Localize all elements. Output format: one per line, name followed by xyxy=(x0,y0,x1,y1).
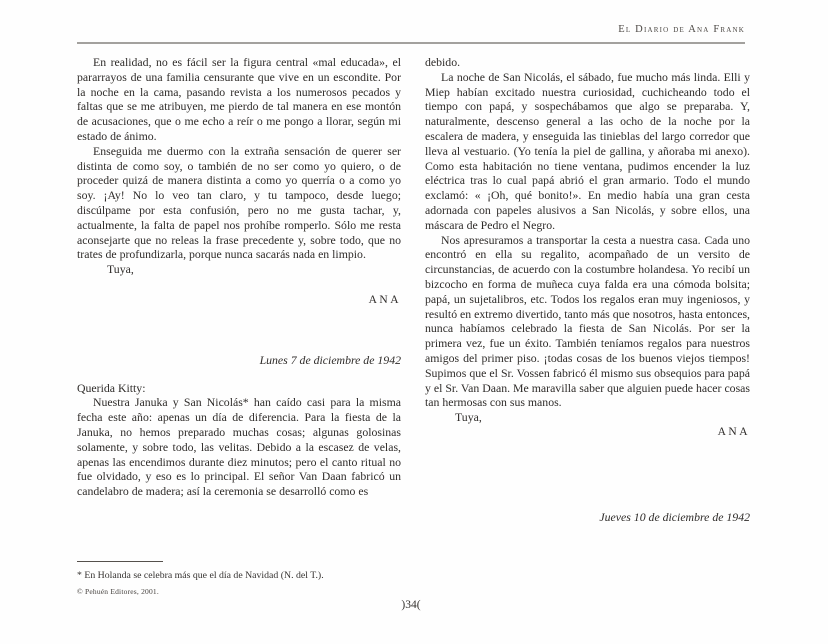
diary-signature: ANA xyxy=(368,293,401,306)
diary-signature: ANA xyxy=(717,425,750,438)
diary-signoff: Tuya, xyxy=(455,410,482,425)
left-column xyxy=(77,55,401,499)
diary-salutation: Querida Kitty: xyxy=(77,380,146,395)
diary-paragraph: Enseguida me duermo con la extraña sensación de querer ser distinta de como soy, o también de no ser como yo quiero, o de proceder quizá de manera distinta a como yo querría o a como yo soy. ¡Ay! No lo veo tan claro, y tu tampoco, desde luego; discúlpame por esta confusión, pero no me gusta tachar, y, actualmente, la falta de papel nos prohíbe romperlo. Sólo me resta aconsejarte que no releas la frase precedente y, sobre todo, que no trates de profundizarla, porque nunca sacarás nada en limpio. xyxy=(77,143,401,262)
footnote-text: * En Holanda se celebra más que el día de Navidad (N. del T.). xyxy=(77,570,324,581)
diary-entry-date: Jueves 10 de diciembre de 1942 xyxy=(599,509,750,524)
diary-paragraph: En realidad, no es fácil ser la figura central «mal educada», el pararrayos de una familia censurante que vive en un escondite. Por la noche en la cama, pasando revista a los numerosos pecados y faltas que se me atribuyen, me pierdo de tal manera en ese montón de acusaciones, que o me echo a reír o me pongo a llorar, según mi estado de ánimo. xyxy=(77,55,401,143)
footnote-divider xyxy=(77,561,163,562)
diary-signoff: Tuya, xyxy=(107,262,134,277)
diary-paragraph: La noche de San Nicolás, el sábado, fue mucho más linda. Elli y Miep habían excitado nuestra curiosidad, cuchicheando todo el tiempo con papá, y sospechábamos que algo se preparaba. Y, naturalmente, descenso general a las ocho de la noche por la escalera de madera, y enseguida las tinieblas del largo corredor que lleva al vestuario. (Yo tenía la piel de gallina, y añoraba mi anexo). Como esta habitación no tiene ventana, pudimos encender la luz eléctrica tras lo cual papá abrió el gran armario. Todo el mundo exclamó: « ¡Oh, qué bonito!». En medio había una gran cesta adornada con papeles alusivos a San Nicolás, y sobre ellos, una máscara de Pedro el Negro. xyxy=(425,69,750,232)
diary-paragraph: Nuestra Januka y San Nicolás* han caído casi para la misma fecha este año: apenas un día de diferencia. Para la fiesta de la Januka, no hemos preparado muchas cosas; algunas golosinas solamente, y sobre todo, las velitas. Debido a la escasez de velas, apenas las encendimos durante diez minutos; pero el canto ritual no fue olvidado, y eso es lo principal. El señor Van Daan fabricó un candelabro de madera; así la ceremonia se desarrolló como es xyxy=(77,395,401,499)
right-column xyxy=(425,55,750,525)
copyright-notice: © Pehuén Editores, 2001. xyxy=(77,587,159,596)
header-rule xyxy=(77,42,745,44)
footnote-block xyxy=(77,561,407,596)
page-number: )34( xyxy=(401,599,421,611)
diary-paragraph: Nos apresuramos a transportar la cesta a nuestra casa. Cada uno encontró en ella su regalito, acompañado de un versito de circunstancias, de acuerdo con la costumbre holandesa. Yo recibí un bizcocho en forma de muñeca cuya falda era una cómoda bolsita; papá, un sujetalibros, etc. Todos los regalos eran muy ingeniosos, y resultó en extremo divertido, tanto más que nosotros, hasta entonces, nunca habíamos celebrado la fiesta de San Nicolás. Por ser la primera vez, fue un éxito. También teníamos regalos para nuestros amigos del primer piso. ¡todas cosas de los buenos viejos tiempos! Supimos que el Sr. Vossen fabricó él mismo sus obsequios para papá y el Sr. Van Daan. Me maravilla saber que alguien puede hacer cosas tan hermosas con sus manos. xyxy=(425,232,750,410)
diary-entry-date: Lunes 7 de diciembre de 1942 xyxy=(259,352,401,367)
running-head-title: El Diario de Ana Frank xyxy=(618,24,745,35)
diary-paragraph-continuation: debido. xyxy=(425,55,461,69)
